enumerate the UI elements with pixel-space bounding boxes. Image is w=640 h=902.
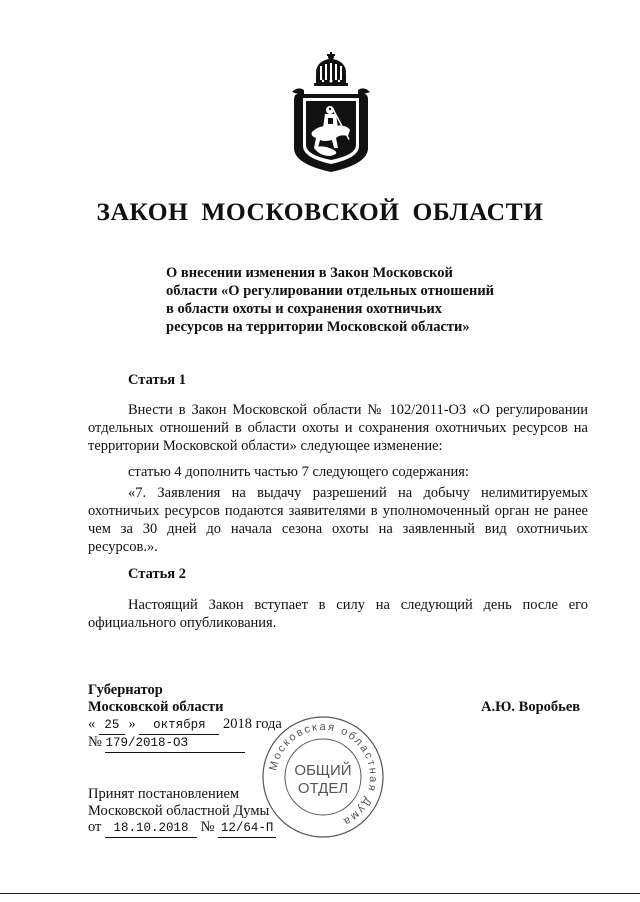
page-bottom-rule	[0, 893, 640, 894]
date-day: 25	[99, 716, 125, 735]
subject-line: ресурсов на территории Московской области»	[166, 319, 470, 335]
signature-date	[88, 715, 282, 735]
number-sign: №	[200, 819, 215, 835]
article-1-heading: Статья 1	[128, 372, 186, 388]
adoption-date: 18.10.2018	[105, 819, 197, 838]
signatory-name: А.Ю. Воробьев	[481, 699, 581, 715]
from-label: от	[88, 819, 102, 835]
law-subject	[166, 264, 518, 336]
law-number-value: 179/2018-ОЗ	[105, 734, 245, 753]
general-department-stamp	[258, 712, 388, 842]
number-sign: №	[88, 734, 102, 750]
date-month: октября	[139, 716, 219, 735]
stamp-center-text: ОТДЕЛ	[297, 780, 349, 797]
adoption-date-number	[88, 818, 276, 838]
adoption-number: 12/64-П	[218, 819, 276, 838]
signatory-position: Губернатор	[88, 682, 163, 698]
date-year: 2018 года	[223, 716, 282, 732]
stamp-center-text: ОБЩИЙ	[294, 762, 352, 779]
article-2-heading: Статья 2	[128, 566, 186, 582]
signatory-position: Московской области	[88, 699, 224, 715]
date-open-quote: «	[88, 716, 96, 732]
adoption-text: Московской областной Думы	[88, 803, 270, 819]
subject-line: области «О регулировании отдельных отношений	[166, 283, 495, 299]
coat-of-arms-emblem	[290, 52, 372, 174]
stamp-ring-text: Московская областная Дума	[267, 720, 380, 829]
subject-line: в области охоты и сохранения охотничьих	[166, 301, 442, 317]
adoption-text: Принят постановлением	[88, 786, 240, 802]
article-1-quoted-part: «7. Заявления на выдачу разрешений на добычу нелимитируемых охотничьих ресурсов подаются заявителями в уполномоченный орган не ранее чем за 30 дней до начала сезона охоты на заявленный вид охотничьих ресурсов.».	[88, 485, 588, 555]
article-1-paragraph: Внести в Закон Московской области № 102/2011-ОЗ «О регулировании отдельных отношений в области охоты и сохранения охотничьих ресурсов на территории Московской области» следующее изменение:	[88, 402, 588, 454]
article-1-paragraph: статью 4 дополнить частью 7 следующего содержания:	[128, 464, 469, 480]
document-title: ЗАКОН МОСКОВСКОЙ ОБЛАСТИ	[96, 197, 544, 226]
article-2-paragraph: Настоящий Закон вступает в силу на следующий день после его официального опубликования.	[88, 597, 588, 631]
law-number	[88, 733, 245, 753]
date-close-quote: »	[128, 716, 136, 732]
subject-line: О внесении изменения в Закон Московской	[166, 265, 453, 281]
